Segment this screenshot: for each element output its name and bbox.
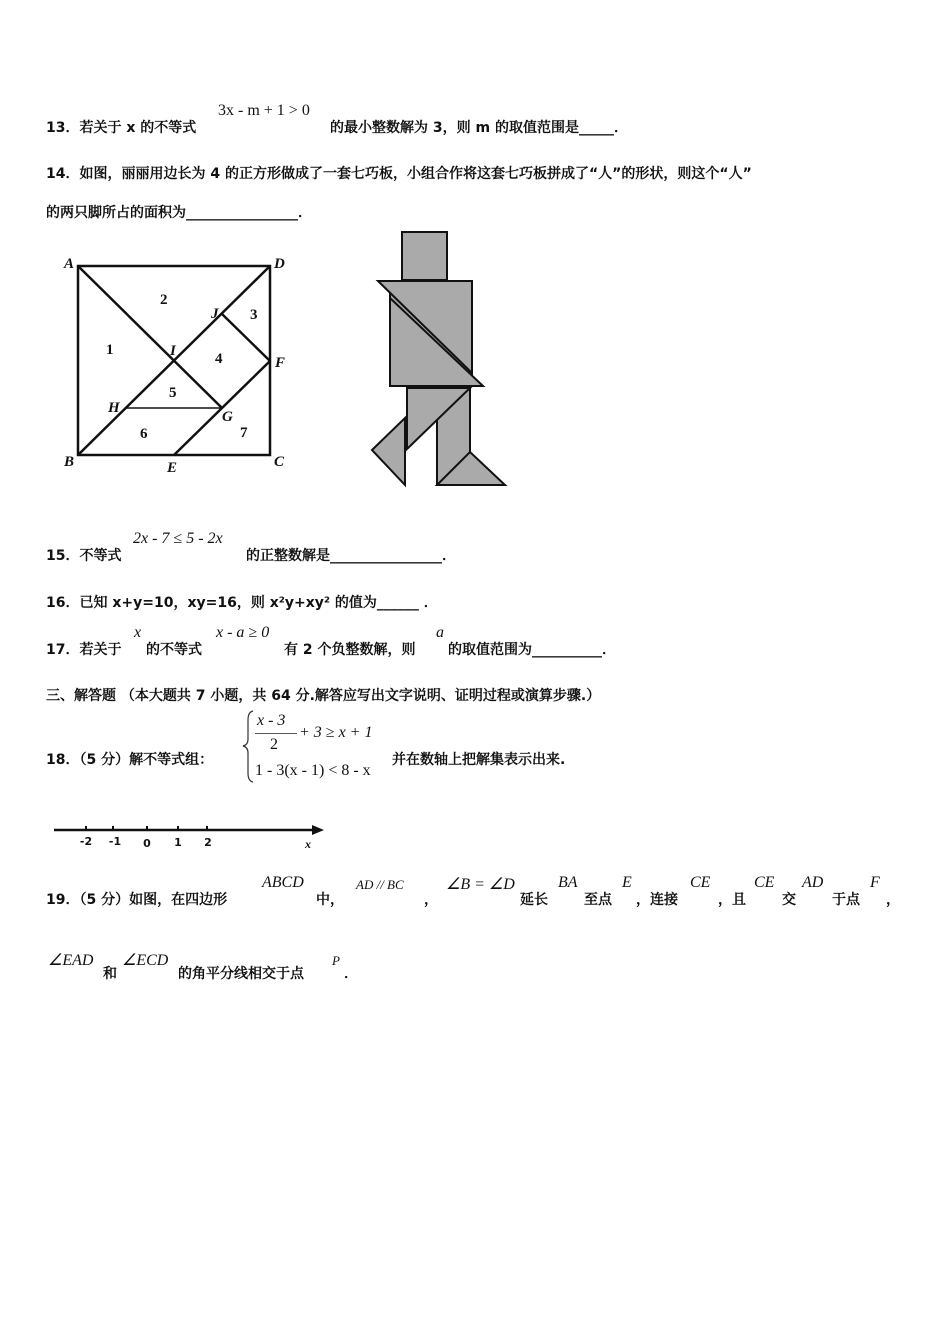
label-F: F <box>275 355 286 371</box>
q18-text: 18．（5 分）解不等式组： <box>46 752 214 768</box>
piece-7: 7 <box>240 425 248 441</box>
q19-text: ，连接 <box>636 892 678 908</box>
q19-math: E <box>622 874 632 891</box>
piece-5: 5 <box>169 385 177 401</box>
label-C: C <box>274 454 285 470</box>
q17-text3: 有 2 个负整数解，则 <box>284 642 416 658</box>
q19-math: AD // BC <box>356 877 404 892</box>
piece-6: 6 <box>140 426 148 442</box>
label-A: A <box>64 256 75 272</box>
q18-eq1-rest: + 3 ≥ x + 1 <box>299 724 373 741</box>
q13-text-end: 的最小整数解为 3，则 m 的取值范围是_____． <box>330 120 628 136</box>
q18-eq2: 1 - 3(x - 1) < 8 - x <box>255 762 371 779</box>
q17-text2: 的不等式 <box>146 642 202 658</box>
q19-math: CE <box>690 874 711 891</box>
q14-line1: 14．如图，丽丽用边长为 4 的正方形做成了一套七巧板，小组合作将这套七巧板拼成了“人”的形状，则这个“人” <box>46 166 752 182</box>
label-H: H <box>108 400 120 416</box>
person-tangram <box>372 232 505 485</box>
q19-text: 的角平分线相交于点 <box>178 966 304 982</box>
q19-math: BA <box>558 874 578 891</box>
q19-text: 中， <box>316 892 344 908</box>
q18-text-end: 并在数轴上把解集表示出来. <box>392 752 566 768</box>
q19-math: CE <box>754 874 775 891</box>
tick-label: -2 <box>79 835 93 848</box>
q19-math: ∠EAD <box>48 952 94 969</box>
q19-text: ． <box>344 966 358 982</box>
q19-text: ， <box>424 892 438 908</box>
q19-text: 19．（5 分）如图，在四边形 <box>46 892 228 908</box>
q19-math: AD <box>802 874 824 891</box>
label-J: J <box>211 306 219 322</box>
q14-line2: 的两只脚所占的面积为________________． <box>46 205 312 221</box>
q19-text: ，且 <box>718 892 746 908</box>
q19-text: 于点 <box>832 892 860 908</box>
tick-label: 0 <box>143 837 151 850</box>
section-heading: 三、解答题 （本大题共 7 小题，共 64 分.解答应写出文字说明、证明过程或演算步骤.） <box>46 688 601 704</box>
tick-label: 2 <box>204 836 212 849</box>
q19-math: ∠B = ∠D <box>446 876 515 893</box>
q18-numerator: x - 3 <box>257 712 286 729</box>
fraction-bar <box>255 733 297 734</box>
q15-text: 15．不等式 <box>46 548 122 564</box>
q19-text: 延长 <box>520 892 548 908</box>
q19-math: P <box>332 953 340 968</box>
axis-label: x <box>305 837 311 851</box>
label-E: E <box>167 460 178 476</box>
piece-3: 3 <box>250 307 258 323</box>
tangram-figure <box>0 0 950 520</box>
q17-math: x - a ≥ 0 <box>216 624 270 641</box>
q19-text: 交 <box>782 892 796 908</box>
q19-math: ∠ECD <box>122 952 169 969</box>
q19-math: ABCD <box>262 874 304 891</box>
piece-4: 4 <box>215 351 223 367</box>
q13-text: 13．若关于 x 的不等式 <box>46 120 197 136</box>
q17-var2: a <box>436 624 444 641</box>
q13-math: 3x - m + 1 > 0 <box>218 102 310 119</box>
piece-1: 1 <box>106 342 114 358</box>
label-B: B <box>64 454 75 470</box>
q19-text: 至点 <box>584 892 612 908</box>
label-G: G <box>222 409 233 425</box>
q15-text-end: 的正整数解是________________． <box>246 548 456 564</box>
q19-text: ， <box>886 892 900 908</box>
tick-label: -1 <box>108 835 122 848</box>
q18-denominator: 2 <box>270 736 278 753</box>
q19-text: 和 <box>103 966 117 982</box>
q15-math: 2x - 7 ≤ 5 - 2x <box>133 530 223 547</box>
tick-label: 1 <box>174 836 182 849</box>
q17-text: 17．若关于 <box>46 642 122 658</box>
q17-var: x <box>134 624 142 641</box>
q16-text: 16．已知 x+y=10，xy=16，则 x²y+xy² 的值为______ ． <box>46 595 438 611</box>
piece-2: 2 <box>160 292 168 308</box>
arrow-icon <box>312 825 324 835</box>
label-I: I <box>170 343 176 359</box>
label-D: D <box>274 256 285 272</box>
q19-math: F <box>870 874 880 891</box>
q17-text4: 的取值范围为__________． <box>448 642 616 658</box>
